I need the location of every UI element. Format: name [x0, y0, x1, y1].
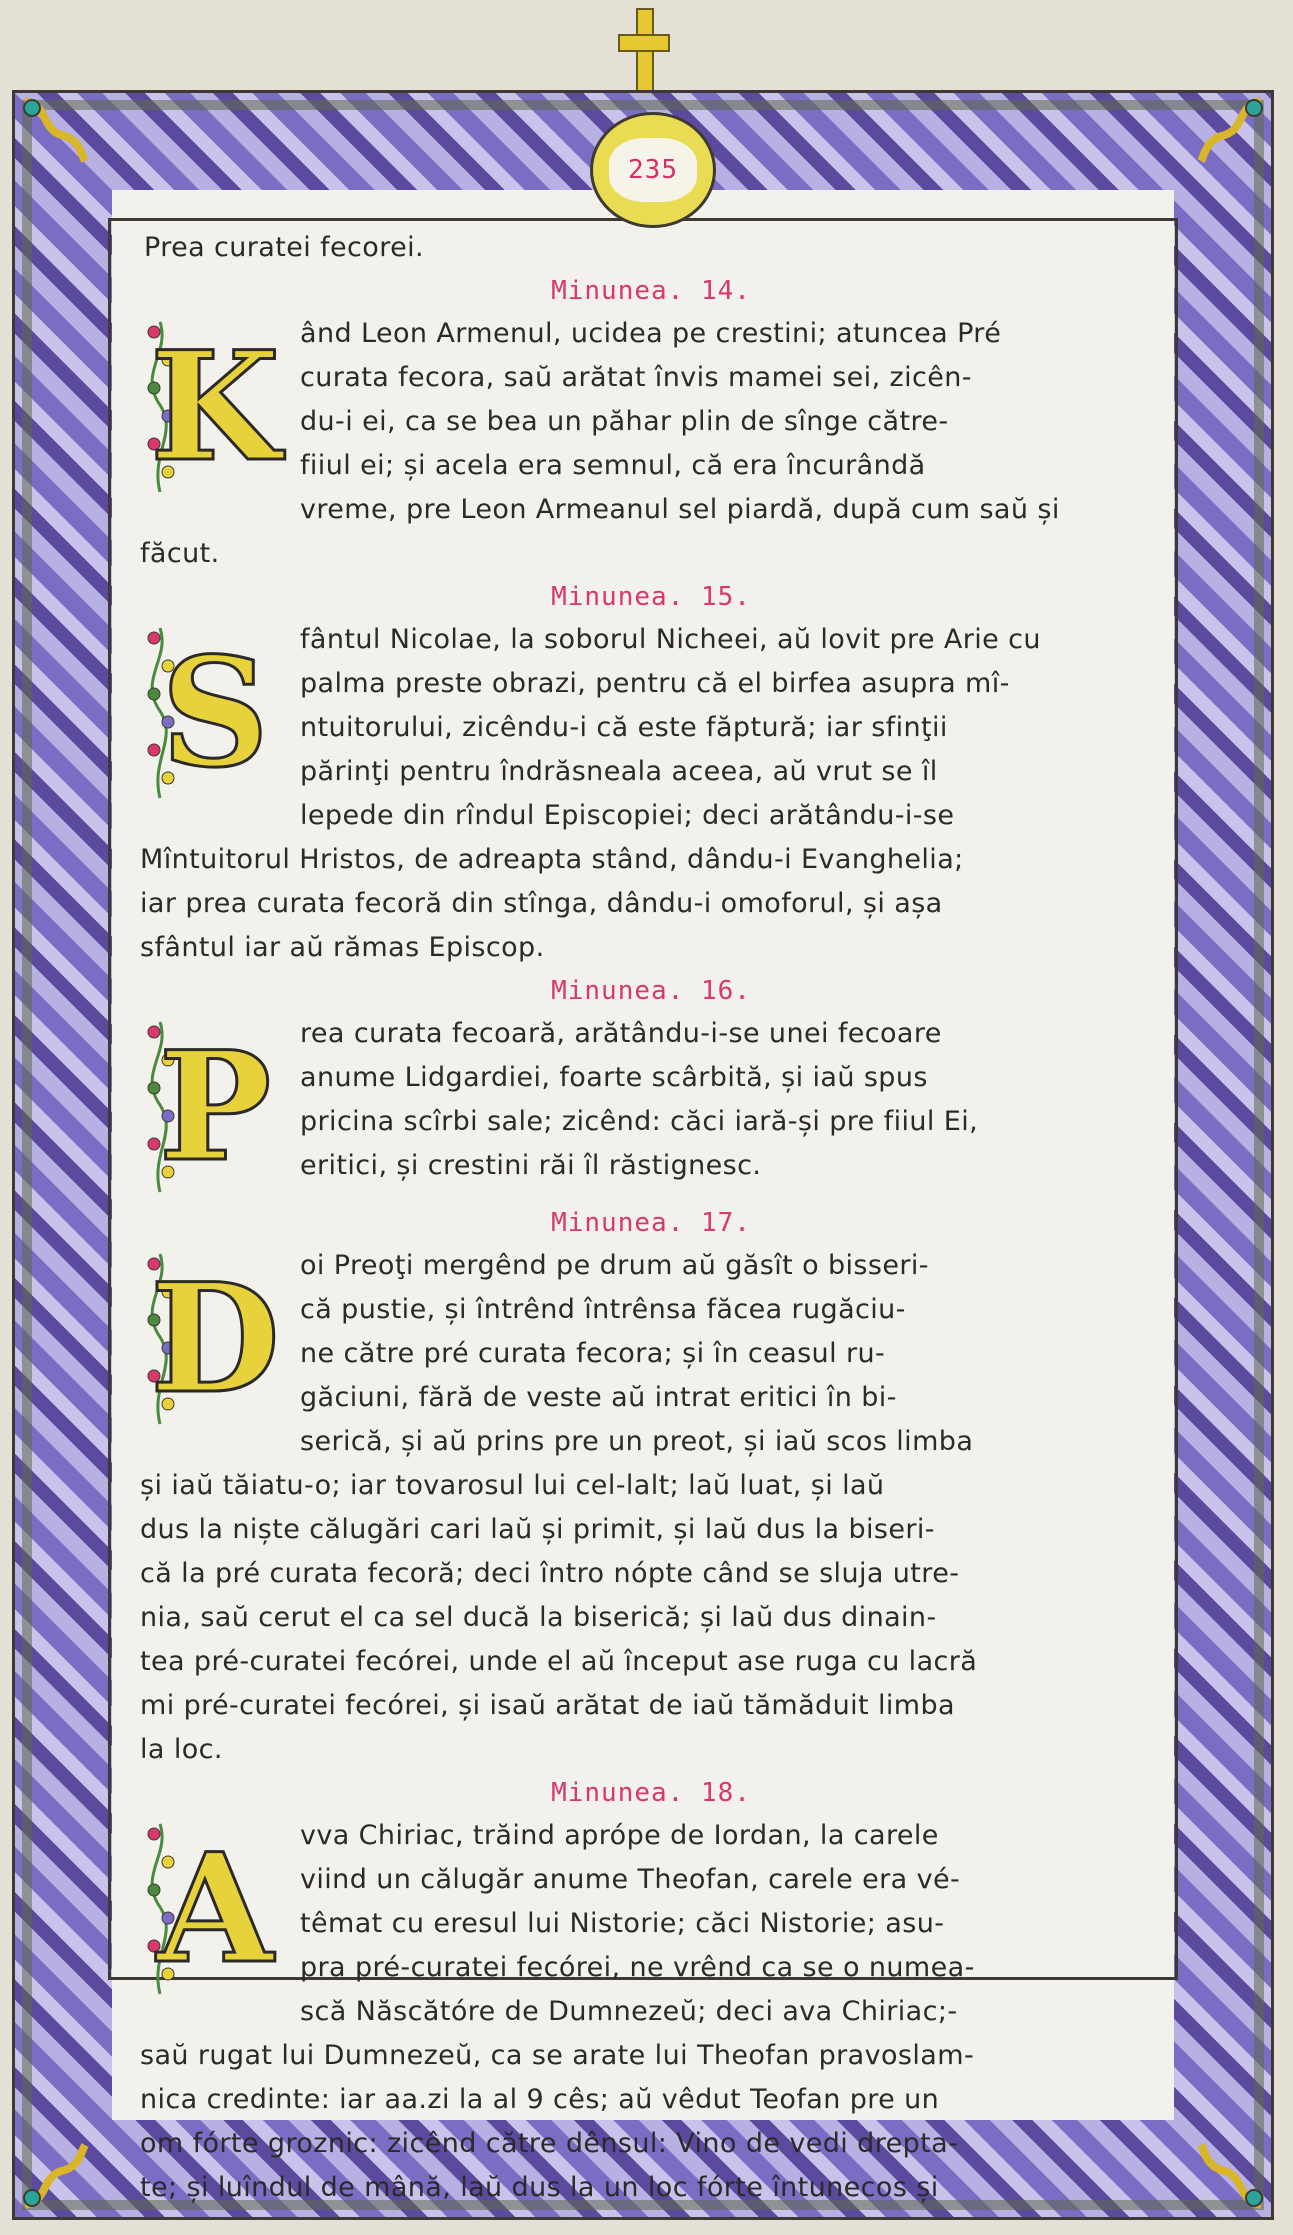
miracle-heading: Minunea. 17.: [551, 1208, 751, 1238]
text-line: vreme, pre Leon Armeanul sel piardă, după cum saŭ și: [300, 494, 1060, 525]
text-line: făcut.: [140, 538, 220, 569]
miracle-heading: Minunea. 16.: [551, 976, 751, 1006]
text-line: că pustie, și întrênd întrênsa făcea rugăciu-: [300, 1294, 906, 1325]
initial-letter: K: [149, 319, 281, 495]
text-line: mi pré-curatei fecórei, și isaŭ arătat de iaŭ tămăduit limba: [140, 1690, 955, 1721]
text-line: nica credinte: iar aa.zi la al 9 cês; aŭ vêdut Teofan pre un: [140, 2084, 940, 2115]
miracle-heading: Minunea. 14.: [551, 276, 751, 306]
text-line: pricina scîrbi sale; zicênd: căci iară-și pre fiiul Ei,: [300, 1106, 979, 1137]
text-line: ntuitorului, zicêndu-i că este făptură; iar sfinţii: [300, 712, 948, 743]
text-line: fiiul ei; și acela era semnul, că era încurândă: [300, 450, 926, 481]
text-line: că la pré curata fecoră; deci întro nópte când se sluja utre-: [140, 1558, 960, 1589]
text-line: dus la niște călugări cari laŭ și primit, și laŭ dus la biseri-: [140, 1514, 935, 1545]
illuminated-initial: [140, 312, 290, 502]
miracle-section: [140, 576, 1162, 970]
text-line: palma preste obrazi, pentru că el birfea asupra mî-: [300, 668, 1010, 699]
miracle-section: [140, 270, 1162, 576]
corner-ornament-icon: [20, 2140, 90, 2210]
initial-letter: A: [156, 1821, 274, 1997]
miracle-section: [140, 1772, 1162, 2210]
text-line: tea pré-curatei fecórei, unde el aŭ început ase ruga cu lacră: [140, 1646, 978, 1677]
page-number-medallion: [590, 112, 716, 228]
text-line: la loc.: [140, 1734, 223, 1765]
text-line: curata fecora, saŭ arătat învis mamei sei, zicên-: [300, 362, 972, 393]
text-line: om fórte groznic: zicênd către dênsul: Vino de vedi drepta-: [140, 2128, 959, 2159]
intro-line: Prea curatei fecorei.: [144, 232, 425, 263]
corner-ornament-icon: [1196, 96, 1266, 166]
text-line: iar prea curata fecoră din stînga, dându-i omoforul, și așa: [140, 888, 943, 919]
text-line: nia, saŭ cerut el ca sel ducă la biserică; și laŭ dus dinain-: [140, 1602, 937, 1633]
page-number: 235: [628, 155, 678, 185]
text-line: viind un călugăr anume Theofan, carele era vé-: [300, 1864, 961, 1895]
text-line: fântul Nicolae, la soborul Nicheei, aŭ lovit pre Arie cu: [300, 624, 1041, 655]
text-line: Mîntuitorul Hristos, de adreapta stând, dându-i Evanghelia;: [140, 844, 964, 875]
miracle-section: [140, 970, 1162, 1202]
text-line: scă Născătóre de Dumnezeŭ; deci ava Chiriac;-: [300, 1996, 958, 2027]
illuminated-initial: [140, 1012, 290, 1202]
text-line: vva Chiriac, trăind aprópe de Iordan, la carele: [300, 1820, 939, 1851]
text-panel: [140, 226, 1162, 2203]
text-line: du-i ei, ca se bea un păhar plin de sînge către-: [300, 406, 949, 437]
illuminated-initial: [140, 618, 290, 808]
initial-letter: S: [160, 625, 270, 801]
text-line: serică, și aŭ prins pre un preot, și iaŭ scos limba: [300, 1426, 974, 1457]
text-line: rea curata fecoară, arătându-i-se unei fecoare: [300, 1018, 942, 1049]
initial-letter: D: [149, 1251, 281, 1427]
illuminated-initial: [140, 1814, 290, 2004]
text-line: sfântul iar aŭ rămas Episcop.: [140, 932, 545, 963]
text-line: părinţi pentru îndrăsneala aceea, aŭ vrut se îl: [300, 756, 938, 787]
miracle-heading: Minunea. 15.: [551, 582, 751, 612]
text-line: ând Leon Armenul, ucidea pe crestini; atuncea Pré: [300, 318, 1002, 349]
miracles-list: [140, 270, 1162, 2210]
text-line: têmat cu eresul lui Nistorie; căci Nistorie; asu-: [300, 1908, 945, 1939]
text-line: găciuni, fără de veste aŭ intrat eritici în bi-: [300, 1382, 897, 1413]
illuminated-initial: [140, 1244, 290, 1434]
text-line: anume Lidgardiei, foarte scârbită, și iaŭ spus: [300, 1062, 928, 1093]
text-line: oi Preoţi mergênd pe drum aŭ găsît o bisseri-: [300, 1250, 929, 1281]
miracle-heading: Minunea. 18.: [551, 1778, 751, 1808]
corner-ornament-icon: [1196, 2140, 1266, 2210]
text-line: lepede din rîndul Episcopiei; deci arătându-i-se: [300, 800, 955, 831]
text-line: ne către pré curata fecora; și în ceasul ru-: [300, 1338, 886, 1369]
corner-ornament-icon: [20, 96, 90, 166]
text-line: și iaŭ tăiatu-o; iar tovarosul lui cel-lalt; laŭ luat, și laŭ: [140, 1470, 885, 1501]
text-line: saŭ rugat lui Dumnezeŭ, ca se arate lui Theofan pravoslam-: [140, 2040, 975, 2071]
initial-letter: P: [158, 1019, 272, 1195]
text-line: te; și luîndul de mână, laŭ dus la un loc fórte întunecos și: [140, 2172, 939, 2203]
text-line: pra pré-curatei fecórei, ne vrênd ca se o numea-: [300, 1952, 975, 1983]
miracle-section: [140, 1202, 1162, 1772]
text-line: eritici, și crestini răi îl răstignesc.: [300, 1150, 762, 1181]
cross-ornament-icon: [618, 8, 666, 98]
